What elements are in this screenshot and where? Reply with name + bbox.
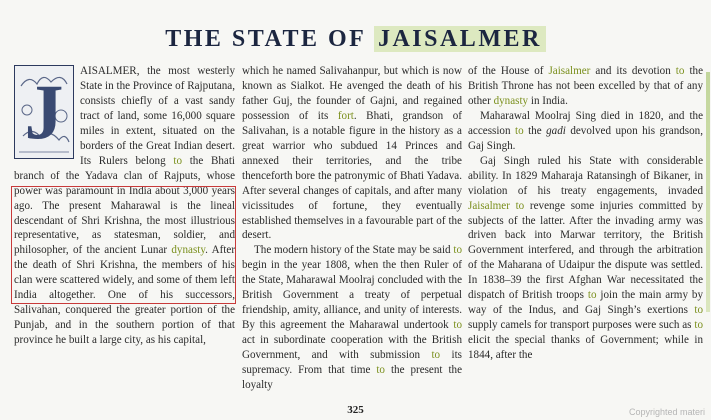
column-2 bbox=[242, 64, 462, 393]
text-segment: and its devotion bbox=[590, 65, 676, 77]
col3-paragraph-1 bbox=[468, 64, 703, 109]
highlighted-word: to bbox=[515, 199, 525, 212]
text-segment: . After the death of Shri Krishna, the members of his clan were scattered widely, and some of them left India altogether. One of his successors, Salivahan, conquered the greater portion of the Punjab, and in the southern portion of that province he built a large city, as his capital, bbox=[14, 244, 236, 347]
text-segment: begin in the year 1808, when the then Ruler of the State, Maharawal Moolraj concluded with the British Government a treaty of perpetual friendship, amity, alliance, and unity of interests. By this agreement the Maharawal undertook bbox=[242, 259, 462, 332]
highlighted-word: dynasty bbox=[171, 244, 206, 257]
highlighted-word: to bbox=[453, 244, 462, 257]
highlighted-word: to bbox=[173, 154, 182, 167]
text-segment: supply camels for transport purposes were such as bbox=[468, 319, 695, 332]
title-highlight: JAISALMER bbox=[374, 26, 546, 52]
text-segment: its supremacy. From that time bbox=[242, 349, 462, 377]
text-segment: devolved upon his grandson, Gaj Singh. bbox=[468, 124, 703, 152]
text-segment: Maharawal Moolraj Sing died in 1820, and the accession bbox=[468, 109, 703, 137]
highlighted-word: to bbox=[675, 65, 685, 77]
text-segment: which he named Salivahanpur, but which is now known as Sialkot. He avenged the death of his father Guj, the founder of Gajni, and regained possession of its bbox=[242, 65, 462, 122]
highlighted-word: Jaisalmer bbox=[548, 65, 591, 77]
col2-paragraph-1 bbox=[242, 64, 462, 243]
highlighted-word: to bbox=[431, 349, 441, 362]
margin-mark bbox=[706, 72, 710, 312]
column-3 bbox=[468, 64, 703, 363]
col3-paragraph-2 bbox=[468, 109, 703, 154]
page-number: 325 bbox=[347, 404, 364, 416]
text-segment: . Bhati, grandson of Salivahan, is a notable figure in the history as a great warrior who subdued 14 Princes and annexed their territories, and the tribe thenceforth bore the patronymic of Bhati Yadava. After several changes of capitals, and after many vicissitudes of fortune, they eventually established themselves in a favourable part of the desert. bbox=[242, 109, 462, 242]
col3-paragraph-3 bbox=[468, 154, 703, 363]
highlighted-word: to bbox=[587, 289, 597, 302]
highlighted-word: to bbox=[694, 304, 703, 317]
text-segment: the bbox=[523, 124, 547, 137]
col2-paragraph-2 bbox=[242, 243, 462, 393]
column-1 bbox=[14, 64, 235, 348]
dropcap-illustration bbox=[14, 65, 74, 159]
text-segment: the Bhati branch of the Yadava clan of Rajputs, whose power was paramount in India about 3,000 years ago. The present Maharawal is the lineal descendant of Shri Krishna, the most illustrious representative, as statesman, soldier, and philosopher, of the ancient Lunar bbox=[14, 154, 235, 257]
highlighted-word: to bbox=[514, 124, 524, 137]
highlighted-word: to bbox=[694, 319, 703, 332]
highlighted-word: fort bbox=[337, 109, 354, 122]
text-segment: act in subordinate cooperation with the British Government, and with submission bbox=[242, 334, 462, 362]
highlighted-word: Jaisalmer bbox=[468, 199, 510, 212]
text-segment: the present the loyalty bbox=[242, 364, 463, 392]
highlighted-word: to bbox=[376, 364, 385, 377]
copyright-watermark: Copyrighted materi bbox=[628, 407, 705, 417]
dropcap-letter: J bbox=[24, 68, 64, 155]
text-segment: revenge some injuries committed by subjects of the latter. After the invading army was driven back into Marwar territory, the British Government interfered, and through the arbitration of the Maharana of Udaipur the dispute was settled. In 1838–39 the first Afghan War necessitated the dispatch of British troops bbox=[468, 199, 703, 302]
highlighted-word: dynasty bbox=[493, 94, 529, 107]
text-segment: in India. bbox=[528, 94, 568, 107]
text-segment: The modern history of the State may be said bbox=[254, 244, 454, 257]
text-segment: gadi bbox=[546, 124, 566, 137]
page-title bbox=[0, 26, 711, 53]
text-segment: of the House of bbox=[468, 65, 549, 77]
highlighted-word: to bbox=[453, 319, 462, 332]
text-segment: elicit the special thanks of Government; while in 1844, after the bbox=[468, 334, 703, 362]
title-prefix: THE STATE OF bbox=[165, 26, 374, 52]
text-segment: Gaj Singh ruled his State with considerable ability. In 1829 Maharaja Ratansingh of Bikaner, in violation of his treaty engagements, invaded bbox=[468, 154, 703, 197]
text-segment: AISALMER, the most westerly State in the Province of Rajputana, consists chiefly of a vast sandy tract of land, some 16,000 square miles in extent, situated on the borders of the Great Indian desert. Its Rulers belong bbox=[80, 65, 235, 167]
text-segment: the British Throne has not been excelled by that of any other bbox=[468, 65, 703, 107]
text-segment: join the main army by way of the Indus, and Gaj Singh’s exertions bbox=[468, 289, 704, 317]
